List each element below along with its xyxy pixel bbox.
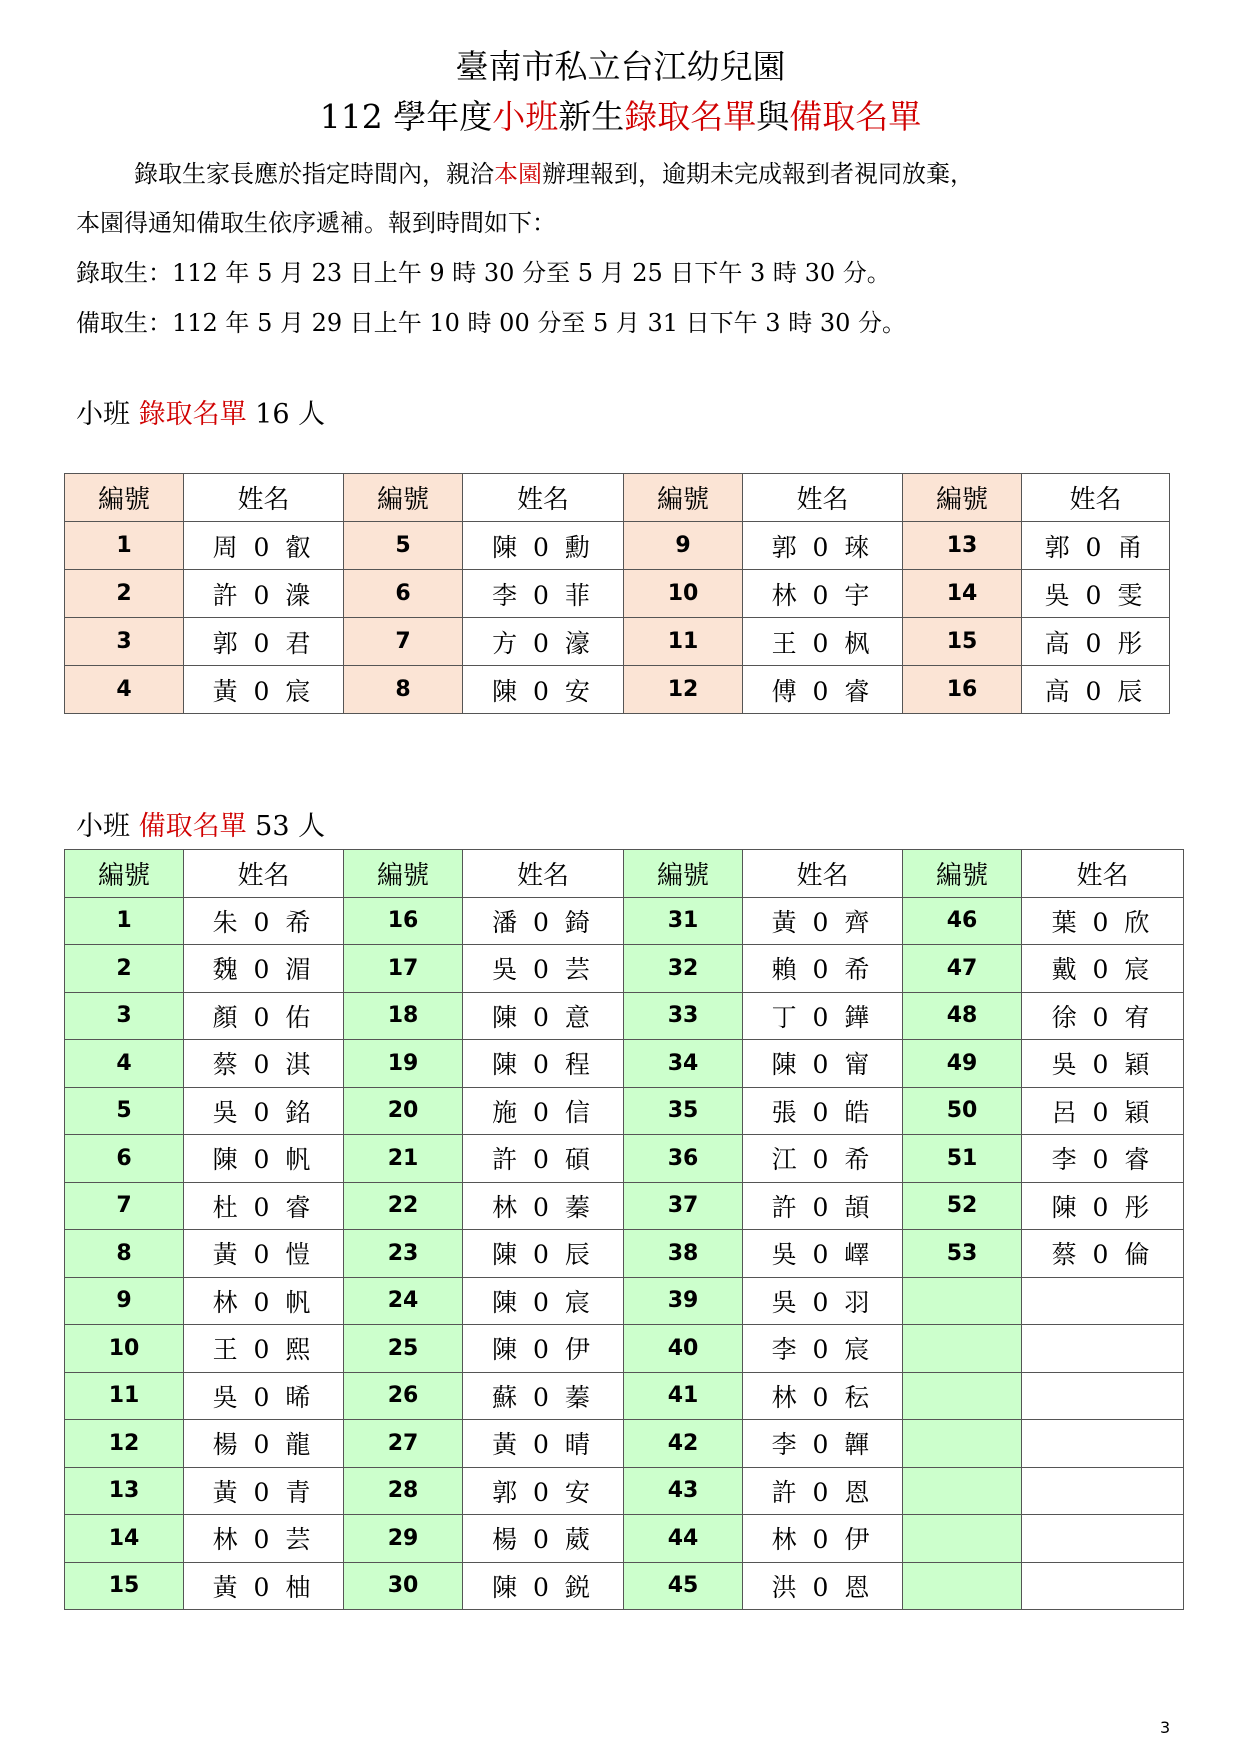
table-row [65, 1182, 1184, 1230]
number-cell: 35 [624, 1087, 743, 1135]
number-cell [903, 1325, 1022, 1373]
number-cell: 42 [624, 1420, 743, 1468]
name-cell: 黃 0 晴 [463, 1420, 624, 1468]
number-cell: 22 [344, 1182, 463, 1230]
number-cell: 5 [344, 522, 463, 570]
number-cell: 18 [344, 992, 463, 1040]
waitlist-header-row [65, 850, 1184, 898]
name-cell: 陳 0 宸 [463, 1277, 624, 1325]
number-cell: 39 [624, 1277, 743, 1325]
number-cell: 23 [344, 1230, 463, 1278]
number-cell: 11 [65, 1372, 184, 1420]
table-row [65, 1467, 1184, 1515]
name-cell: 張 0 皓 [743, 1087, 903, 1135]
number-cell: 29 [344, 1515, 463, 1563]
name-cell: 王 0 熙 [184, 1325, 344, 1373]
name-cell: 郭 0 甬 [1022, 522, 1170, 570]
table-row [65, 1277, 1184, 1325]
number-cell: 7 [344, 618, 463, 666]
number-cell: 32 [624, 945, 743, 993]
name-cell: 郭 0 安 [463, 1467, 624, 1515]
name-cell: 陳 0 安 [463, 666, 624, 714]
number-cell: 16 [903, 666, 1022, 714]
waitlist-table [64, 849, 1184, 1610]
number-cell: 47 [903, 945, 1022, 993]
name-cell [1022, 1467, 1184, 1515]
number-cell: 1 [65, 897, 184, 945]
name-cell: 陳 0 程 [463, 1040, 624, 1088]
name-cell: 黃 0 柚 [184, 1562, 344, 1610]
name-cell: 林 0 宇 [743, 570, 903, 618]
name-cell: 吳 0 芸 [463, 945, 624, 993]
name-cell: 顏 0 佑 [184, 992, 344, 1040]
number-cell: 49 [903, 1040, 1022, 1088]
name-cell: 陳 0 甯 [743, 1040, 903, 1088]
name-cell: 林 0 帆 [184, 1277, 344, 1325]
column-header-no: 編號 [624, 474, 743, 522]
name-cell: 郭 0 琜 [743, 522, 903, 570]
name-cell: 陳 0 辰 [463, 1230, 624, 1278]
name-cell: 戴 0 宸 [1022, 945, 1184, 993]
name-cell: 李 0 韗 [743, 1420, 903, 1468]
column-header-name: 姓名 [743, 850, 903, 898]
number-cell [903, 1420, 1022, 1468]
name-cell: 吳 0 銘 [184, 1087, 344, 1135]
column-header-no: 編號 [344, 474, 463, 522]
name-cell: 李 0 睿 [1022, 1135, 1184, 1183]
table-row [65, 1372, 1184, 1420]
number-cell: 25 [344, 1325, 463, 1373]
page-title: 臺南市私立台江幼兒園 [455, 47, 786, 86]
number-cell: 6 [65, 1135, 184, 1183]
name-cell: 陳 0 勳 [463, 522, 624, 570]
number-cell: 36 [624, 1135, 743, 1183]
number-cell: 9 [624, 522, 743, 570]
name-cell: 林 0 蓁 [463, 1182, 624, 1230]
name-cell: 洪 0 恩 [743, 1562, 903, 1610]
name-cell: 潘 0 錡 [463, 897, 624, 945]
column-header-name: 姓名 [463, 850, 624, 898]
number-cell: 50 [903, 1087, 1022, 1135]
name-cell [1022, 1515, 1184, 1563]
number-cell: 4 [65, 1040, 184, 1088]
name-cell: 高 0 彤 [1022, 618, 1170, 666]
table-row [65, 1325, 1184, 1373]
number-cell: 12 [65, 1420, 184, 1468]
name-cell: 杜 0 睿 [184, 1182, 344, 1230]
column-header-name: 姓名 [743, 474, 903, 522]
name-cell [1022, 1420, 1184, 1468]
name-cell: 吳 0 穎 [1022, 1040, 1184, 1088]
name-cell: 方 0 濠 [463, 618, 624, 666]
number-cell: 52 [903, 1182, 1022, 1230]
table-row [65, 897, 1184, 945]
number-cell: 45 [624, 1562, 743, 1610]
name-cell: 王 0 枫 [743, 618, 903, 666]
name-cell: 林 0 芸 [184, 1515, 344, 1563]
column-header-no: 編號 [624, 850, 743, 898]
name-cell: 蘇 0 蓁 [463, 1372, 624, 1420]
name-cell: 魏 0 湄 [184, 945, 344, 993]
number-cell: 26 [344, 1372, 463, 1420]
number-cell: 2 [65, 945, 184, 993]
notice-admitted-time: 錄取生：112 年 5 月 23 日上午 9 時 30 分至 5 月 25 日下午 3 時 30 分。 [76, 259, 891, 287]
number-cell: 14 [65, 1515, 184, 1563]
number-cell: 51 [903, 1135, 1022, 1183]
table-row [65, 1040, 1184, 1088]
number-cell: 44 [624, 1515, 743, 1563]
number-cell: 41 [624, 1372, 743, 1420]
number-cell: 7 [65, 1182, 184, 1230]
name-cell: 江 0 希 [743, 1135, 903, 1183]
name-cell: 李 0 宸 [743, 1325, 903, 1373]
number-cell: 53 [903, 1230, 1022, 1278]
name-cell: 呂 0 穎 [1022, 1087, 1184, 1135]
waitlist-heading: 小班 備取名單 53 人 [76, 811, 326, 842]
name-cell: 葉 0 欣 [1022, 897, 1184, 945]
number-cell: 15 [903, 618, 1022, 666]
number-cell: 6 [344, 570, 463, 618]
name-cell: 李 0 菲 [463, 570, 624, 618]
number-cell: 13 [903, 522, 1022, 570]
table-row [65, 1135, 1184, 1183]
column-header-name: 姓名 [463, 474, 624, 522]
column-header-no: 編號 [65, 850, 184, 898]
number-cell: 38 [624, 1230, 743, 1278]
number-cell: 1 [65, 522, 184, 570]
number-cell: 31 [624, 897, 743, 945]
name-cell: 楊 0 葳 [463, 1515, 624, 1563]
number-cell [903, 1562, 1022, 1610]
name-cell [1022, 1325, 1184, 1373]
notice-waitlist-time: 備取生：112 年 5 月 29 日上午 10 時 00 分至 5 月 31 日下午 3 時 30 分。 [76, 309, 907, 337]
name-cell: 陳 0 伊 [463, 1325, 624, 1373]
name-cell: 陳 0 鋭 [463, 1562, 624, 1610]
number-cell: 21 [344, 1135, 463, 1183]
name-cell: 吳 0 雯 [1022, 570, 1170, 618]
name-cell: 黃 0 宸 [184, 666, 344, 714]
number-cell: 33 [624, 992, 743, 1040]
column-header-no: 編號 [65, 474, 184, 522]
number-cell: 9 [65, 1277, 184, 1325]
number-cell: 19 [344, 1040, 463, 1088]
number-cell [903, 1277, 1022, 1325]
number-cell: 27 [344, 1420, 463, 1468]
column-header-no: 編號 [903, 474, 1022, 522]
name-cell: 許 0 潨 [184, 570, 344, 618]
name-cell: 朱 0 希 [184, 897, 344, 945]
name-cell: 林 0 秐 [743, 1372, 903, 1420]
name-cell: 周 0 叡 [184, 522, 344, 570]
name-cell: 傅 0 睿 [743, 666, 903, 714]
admitted-header-row [65, 474, 1170, 522]
number-cell [903, 1515, 1022, 1563]
name-cell: 吳 0 嶧 [743, 1230, 903, 1278]
name-cell: 陳 0 意 [463, 992, 624, 1040]
number-cell: 14 [903, 570, 1022, 618]
number-cell: 28 [344, 1467, 463, 1515]
name-cell: 許 0 恩 [743, 1467, 903, 1515]
number-cell: 34 [624, 1040, 743, 1088]
table-row [65, 1515, 1184, 1563]
number-cell: 16 [344, 897, 463, 945]
column-header-name: 姓名 [184, 474, 344, 522]
name-cell: 蔡 0 淇 [184, 1040, 344, 1088]
name-cell: 陳 0 彤 [1022, 1182, 1184, 1230]
number-cell: 12 [624, 666, 743, 714]
number-cell: 46 [903, 897, 1022, 945]
column-header-name: 姓名 [1022, 474, 1170, 522]
page-number: 3 [1160, 1718, 1171, 1737]
table-row [65, 1087, 1184, 1135]
number-cell: 43 [624, 1467, 743, 1515]
number-cell: 37 [624, 1182, 743, 1230]
page-subtitle: 112 學年度小班新生錄取名單與備取名單 [319, 97, 922, 136]
number-cell [903, 1372, 1022, 1420]
number-cell: 11 [624, 618, 743, 666]
name-cell: 郭 0 君 [184, 618, 344, 666]
name-cell [1022, 1372, 1184, 1420]
column-header-no: 編號 [903, 850, 1022, 898]
number-cell: 13 [65, 1467, 184, 1515]
name-cell: 吳 0 羽 [743, 1277, 903, 1325]
number-cell [903, 1467, 1022, 1515]
name-cell [1022, 1562, 1184, 1610]
name-cell: 賴 0 希 [743, 945, 903, 993]
name-cell: 蔡 0 倫 [1022, 1230, 1184, 1278]
table-row [65, 666, 1170, 714]
column-header-name: 姓名 [184, 850, 344, 898]
table-row [65, 1420, 1184, 1468]
name-cell: 黃 0 愷 [184, 1230, 344, 1278]
table-row [65, 522, 1170, 570]
number-cell: 8 [344, 666, 463, 714]
table-row [65, 618, 1170, 666]
name-cell: 徐 0 宥 [1022, 992, 1184, 1040]
number-cell: 3 [65, 992, 184, 1040]
admitted-table [64, 473, 1170, 714]
table-row [65, 945, 1184, 993]
name-cell [1022, 1277, 1184, 1325]
number-cell: 48 [903, 992, 1022, 1040]
number-cell: 5 [65, 1087, 184, 1135]
notice-line-1: 錄取生家長應於指定時間內，親洽本園辦理報到，逾期未完成報到者視同放棄， [134, 160, 974, 188]
name-cell: 黃 0 齊 [743, 897, 903, 945]
table-row [65, 992, 1184, 1040]
name-cell: 丁 0 鏵 [743, 992, 903, 1040]
table-row [65, 1562, 1184, 1610]
name-cell: 楊 0 龍 [184, 1420, 344, 1468]
table-row [65, 570, 1170, 618]
number-cell: 2 [65, 570, 184, 618]
number-cell: 24 [344, 1277, 463, 1325]
notice-line-2: 本園得通知備取生依序遞補。報到時間如下： [76, 209, 556, 237]
number-cell: 3 [65, 618, 184, 666]
name-cell: 黃 0 青 [184, 1467, 344, 1515]
column-header-no: 編號 [344, 850, 463, 898]
number-cell: 40 [624, 1325, 743, 1373]
name-cell: 陳 0 帆 [184, 1135, 344, 1183]
number-cell: 10 [65, 1325, 184, 1373]
name-cell: 林 0 伊 [743, 1515, 903, 1563]
admitted-heading: 小班 錄取名單 16 人 [76, 399, 326, 430]
number-cell: 10 [624, 570, 743, 618]
column-header-name: 姓名 [1022, 850, 1184, 898]
name-cell: 高 0 辰 [1022, 666, 1170, 714]
number-cell: 20 [344, 1087, 463, 1135]
number-cell: 17 [344, 945, 463, 993]
number-cell: 8 [65, 1230, 184, 1278]
name-cell: 許 0 碩 [463, 1135, 624, 1183]
name-cell: 吳 0 晞 [184, 1372, 344, 1420]
name-cell: 許 0 頡 [743, 1182, 903, 1230]
number-cell: 15 [65, 1562, 184, 1610]
name-cell: 施 0 信 [463, 1087, 624, 1135]
number-cell: 4 [65, 666, 184, 714]
table-row [65, 1230, 1184, 1278]
number-cell: 30 [344, 1562, 463, 1610]
